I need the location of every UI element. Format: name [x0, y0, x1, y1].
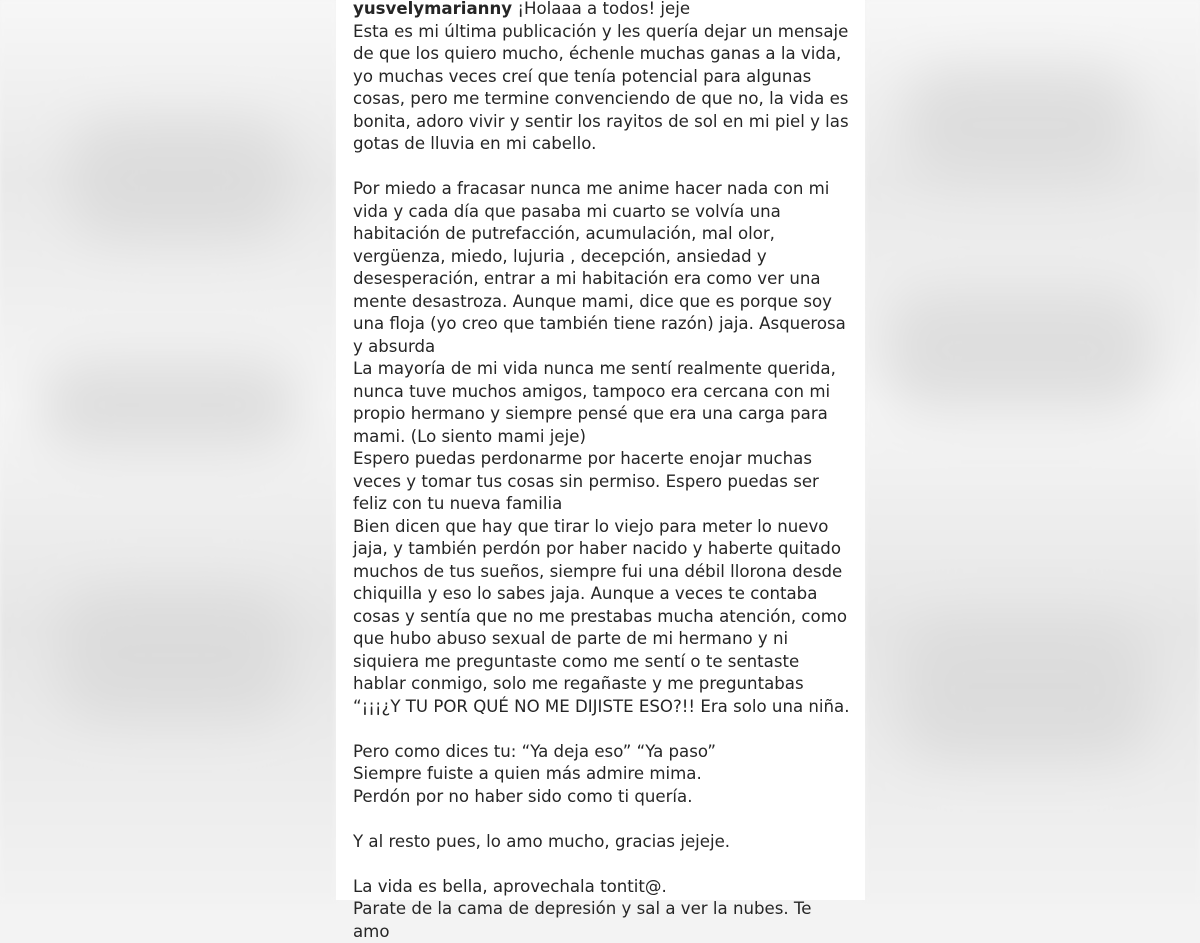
- blur-blob: [905, 70, 1135, 180]
- blur-blob: [40, 360, 300, 450]
- blur-blob: [70, 120, 290, 240]
- blur-blob: [60, 590, 290, 720]
- blur-blob: [885, 290, 1155, 410]
- blur-blob: [900, 620, 1150, 760]
- username-link[interactable]: yusvelymarianny: [353, 0, 513, 18]
- post-caption-card: [336, 0, 865, 941]
- blurred-right-background: [865, 0, 1200, 900]
- caption-text: ¡Holaaa a todos! jeje Esta es mi última publicación y les quería dejar un mensaje de que los quiero mucho, échenle muchas ganas a la vida, yo muchas veces creí que tenía potencial para algunas cosas, pero me termine convenciendo de que no, la vida es bonita, adoro vivir y sentir los rayitos de sol en mi piel y las gotas de lluvia en mi cabello. Por miedo a fracasar nunca me anime hacer nada con mi vida y cada día que pasaba mi cuarto se volvía una habitación de putrefacción, acumulación, mal olor, vergüenza, miedo, lujuria , decepción, ansiedad y desesperación, entrar a mi habitación era como ver una mente desastroza. Aunque mami, dice que es porque soy una floja (yo creo que también tiene razón) jaja. Asquerosa y absurda La mayoría de mi vida nunca me sentí realmente querida, nunca tuve muchos amigos, tampoco era cercana con mi propio hermano y siempre pensé que era una carga para mami. (Lo siento mami jeje) Espero puedas perdonarme por hacerte enojar muchas veces y tomar tus cosas sin permiso. Espero puedas ser feliz con tu nueva familia Bien dicen que hay que tirar lo viejo para meter lo nuevo jaja, y también perdón por haber nacido y haberte quitado muchos de tus sueños, siempre fui una débil llorona desde chiquilla y eso lo sabes jaja. Aunque a veces te contaba cosas y sentía que no me prestabas mucha atención, como que hubo abuso sexual de parte de mi hermano y ni siquiera me preguntaste como me sentí o te sentaste hablar conmigo, solo me regañaste y me preguntabas “¡¡¡¿Y TU POR QUÉ NO ME DIJISTE ESO?!! Era solo una niña. Pero como dices tu: “Ya deja eso” “Ya paso” Siempre fuiste a quien más admire mima. Perdón por no haber sido como ti quería. Y al resto pues, lo amo mucho, gracias jejeje. La vida es bella, aprovechala tontit@. Parate de la cama de depresión y sal a ver la nubes. Te amo: [353, 0, 850, 941]
- post-caption: [353, 0, 853, 943]
- blurred-left-background: [0, 0, 336, 900]
